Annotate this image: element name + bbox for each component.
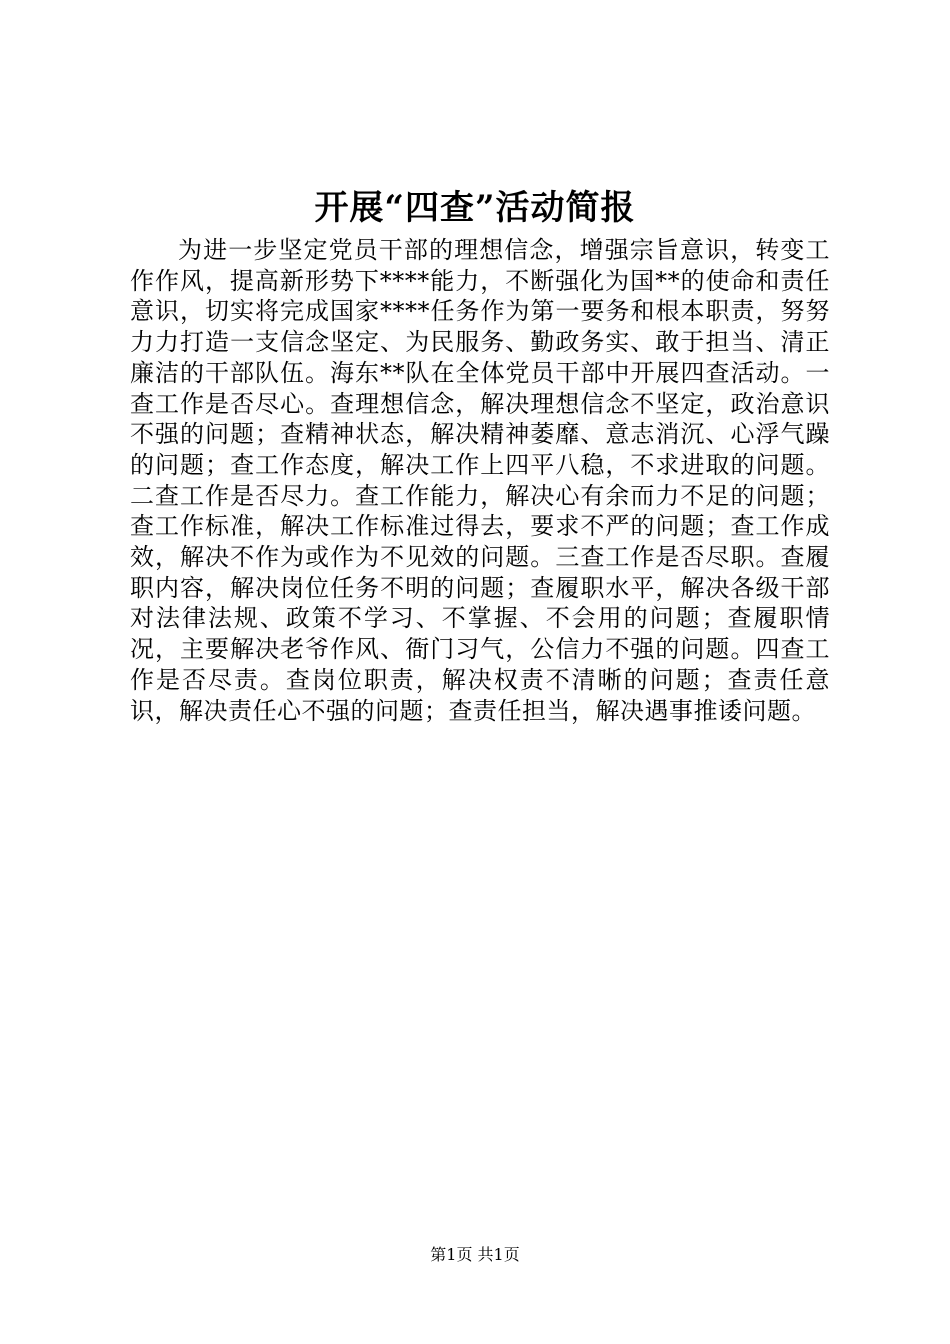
document-title: 开展“四查”活动简报 bbox=[314, 188, 636, 228]
document-body-paragraph: 为进一步坚定党员干部的理想信念，增强宗旨意识，转变工作作风，提高新形势下****能力，不断强化为国**的使命和责任意识，切实将完成国家****任务作为第一要务和根本职责，努努力力打造一支信念坚定、为民服务、勤政务实、敢于担当、清正廉洁的干部队伍。海东**队在全体党员干部中开展四查活动。一查工作是否尽心。查理想信念，解决理想信念不坚定，政治意识不强的问题；查精神状态，解决精神萎靡、意志消沉、心浮气躁的问题；查工作态度，解决工作上四平八稳，不求进取的问题。二查工作是否尽力。查工作能力，解决心有余而力不足的问题；查工作标准，解决工作标准过得去，要求不严的问题；查工作成效，解决不作为或作为不见效的问题。三查工作是否尽职。查履职内容，解决岗位任务不明的问题；查履职水平，解决各级干部对法律法规、政策不学习、不掌握、不会用的问题；查履职情况，主要解决老爷作风、衙门习气，公信力不强的问题。四查工作是否尽责。查岗位职责，解决权责不清晰的问题；查责任意识，解决责任心不强的问题；查责任担当，解决遇事推诿问题。 bbox=[130, 236, 830, 725]
page-footer: 第1页 共1页 bbox=[430, 1245, 520, 1264]
